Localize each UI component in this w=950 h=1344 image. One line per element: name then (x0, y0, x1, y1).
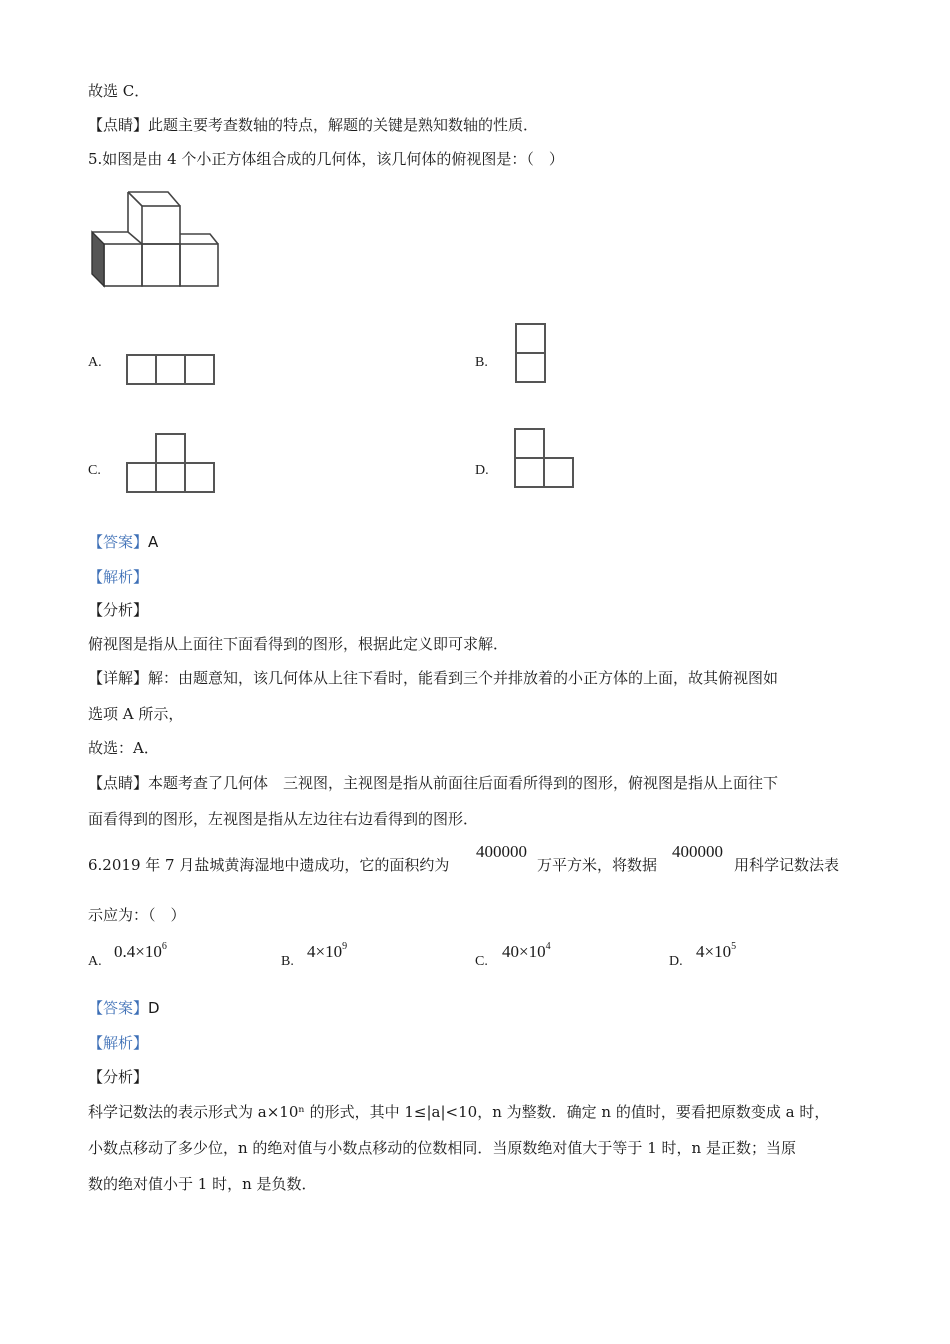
q6-fenxi-line-3: 数的绝对值小于 1 时，n 是负数． (88, 1175, 317, 1193)
q6-option-d-expr[interactable]: $4\times 10^5$ (696, 941, 737, 961)
q5-option-a-figure[interactable] (126, 354, 218, 386)
q6-fenxi-line-2: 小数点移动了多少位，n 的绝对值与小数点移动的位数相同．当原数绝对值大于等于 1 时，n 是正数；当原 (88, 1139, 796, 1157)
q5-stem: 5.如图是由 4 个小正方体组合成的几何体，该几何体的俯视图是：（ ） (88, 150, 564, 168)
q6-answer-value: D (148, 999, 160, 1017)
q5-option-d-figure[interactable] (514, 428, 576, 490)
q6-option-b-label[interactable]: B. (281, 954, 294, 969)
q5-option-b-label[interactable]: B. (475, 355, 488, 370)
q6-stem-part-a: 6.2019 年 7 月盐城黄海湿地中遗成功，它的面积约为 (88, 856, 450, 874)
q5-answer-line (88, 532, 158, 552)
q6-option-b-expr[interactable]: $4\times 10^9$ (307, 941, 348, 961)
q5-answer-value: A (148, 533, 159, 551)
prev-conclusion: 故选 C． (88, 82, 150, 100)
q6-stem-part-b: 万平方米，将数据 (537, 856, 658, 874)
q6-fenxi-line-1: 科学记数法的表示形式为 a×10ⁿ 的形式，其中 1≤|a|<10，n 为整数．确定 n 的值时，要看把原数变成 a 时， (88, 1103, 830, 1121)
q5-solid-figure (88, 192, 223, 292)
q6-number-2: 400000 (672, 842, 723, 861)
q5-comment-line-2: 面看得到的图形，左视图是指从左边往右边看得到的图形． (88, 810, 479, 828)
q5-option-d-label[interactable]: D. (475, 463, 489, 478)
q6-fenxi-tag: 【分析】 (88, 1068, 149, 1086)
q6-answer-tag: 【答案】 (88, 999, 149, 1017)
q5-option-c-label[interactable]: C. (88, 463, 101, 478)
q6-stem-part-c: 用科学记数法表 (734, 856, 840, 874)
q5-jiexi-tag: 【解析】 (88, 568, 149, 586)
q5-detail-line-2: 选项 A 所示， (88, 705, 184, 723)
q5-conclusion: 故选：A． (88, 739, 159, 757)
q5-option-b-figure[interactable] (515, 323, 549, 385)
q5-fenxi-text: 俯视图是指从上面往下面看得到的图形，根据此定义即可求解． (88, 635, 509, 653)
q6-stem-part-d: 示应为：（ ） (88, 906, 186, 924)
q6-answer-line (88, 998, 160, 1018)
q6-jiexi-tag: 【解析】 (88, 1034, 149, 1052)
q5-detail-line-1: 【详解】解：由题意知，该几何体从上往下看时，能看到三个并排放着的小正方体的上面，故其俯视图如 (88, 669, 779, 687)
q5-fenxi-tag: 【分析】 (88, 601, 149, 619)
q5-option-c-figure[interactable] (126, 433, 218, 495)
prev-comment: 【点睛】此题主要考查数轴的特点，解题的关键是熟知数轴的性质． (88, 116, 539, 134)
q5-option-a-label[interactable]: A. (88, 355, 102, 370)
q6-option-c-label[interactable]: C. (475, 954, 488, 969)
q6-number-1: 400000 (476, 842, 527, 861)
q6-option-a-label[interactable]: A. (88, 954, 102, 969)
q5-comment-line-1: 【点睛】本题考查了几何体 三视图，主视图是指从前面往后面看所得到的图形，俯视图是指从上面往下 (88, 774, 779, 792)
q6-option-c-expr[interactable]: $40\times 10^4$ (502, 941, 551, 961)
q6-option-a-expr[interactable]: $0.4\times 10^6$ (114, 941, 167, 961)
q6-option-d-label[interactable]: D. (669, 954, 683, 969)
q5-answer-tag: 【答案】 (88, 533, 149, 551)
